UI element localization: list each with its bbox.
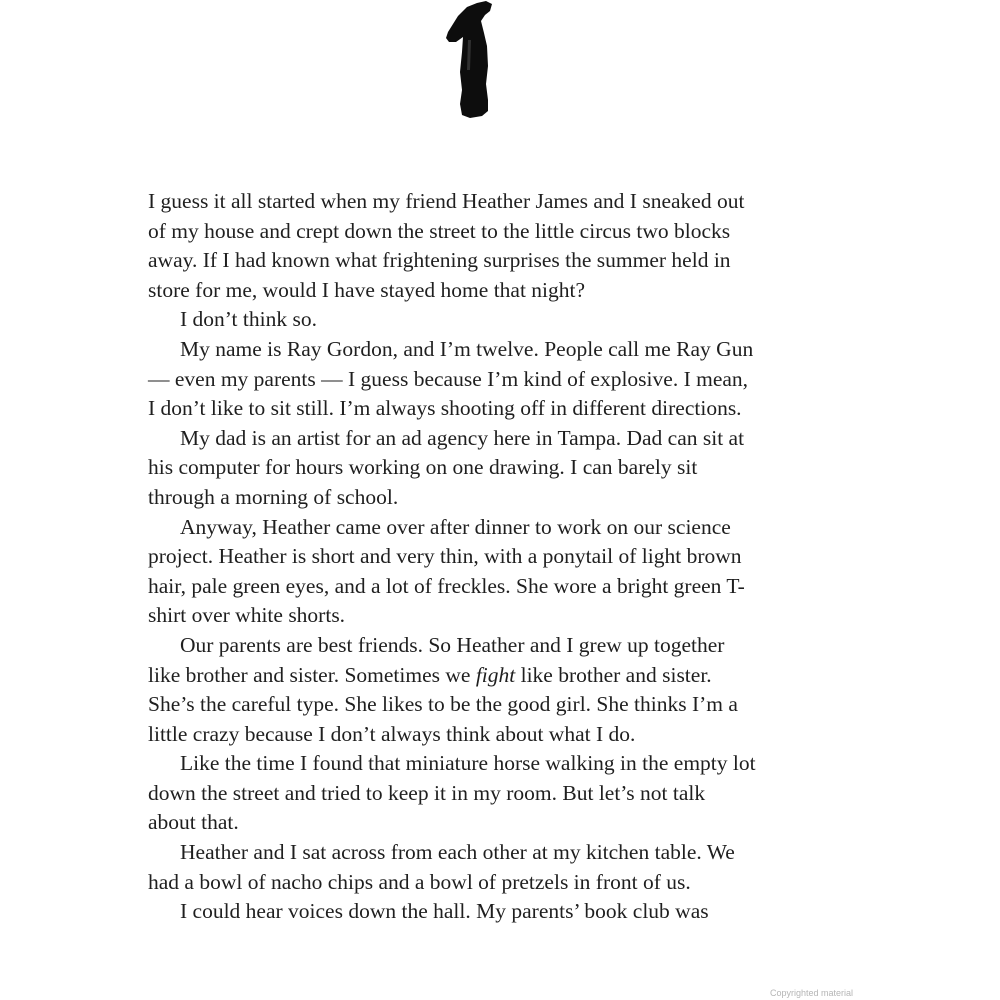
text-segment: like brother and sister. Sometimes we (148, 662, 476, 687)
text-line: hair, pale green eyes, and a lot of freckles. She wore a bright green T- (148, 573, 745, 598)
text-line: of my house and crept down the street to the little circus two blocks (148, 218, 731, 243)
text-line: I don’t think so. (180, 307, 317, 332)
text-line: — even my parents — I guess because I’m kind of explosive. I mean, (148, 366, 749, 391)
text-line: Anyway, Heather came over after dinner to work on our science (180, 514, 731, 539)
text-line: shirt over white shorts. (148, 603, 346, 628)
chapter-number-graphic (444, 0, 496, 118)
text-line: his computer for hours working on one drawing. I can barely sit (148, 455, 698, 480)
text-line: project. Heather is short and very thin, with a ponytail of light brown (148, 544, 742, 569)
text-line: Like the time I found that miniature horse walking in the empty lot (180, 751, 756, 776)
text-line: through a morning of school. (148, 484, 399, 509)
text-line: store for me, would I have stayed home that night? (148, 277, 586, 302)
emphasized-word: fight (475, 662, 516, 687)
chapter-body-text (148, 187, 808, 927)
text-line: My dad is an artist for an ad agency here in Tampa. Dad can sit at (180, 425, 745, 450)
text-line: I don’t like to sit still. I’m always shooting off in different directions. (148, 396, 742, 421)
text-line: She’s the careful type. She likes to be the good girl. She thinks I’m a (148, 692, 738, 717)
text-line: Our parents are best friends. So Heather and I grew up together (180, 632, 725, 657)
text-line: I could hear voices down the hall. My parents’ book club was (180, 899, 709, 924)
text-line: I guess it all started when my friend Heather James and I sneaked out (148, 189, 745, 213)
text-segment: like brother and sister. (515, 662, 712, 687)
text-line: little crazy because I don’t always think about what I do. (148, 721, 636, 746)
text-line: about that. (148, 810, 239, 835)
text-line: had a bowl of nacho chips and a bowl of pretzels in front of us. (148, 869, 691, 894)
text-line (148, 661, 808, 691)
text-line: Heather and I sat across from each other at my kitchen table. We (180, 840, 735, 865)
text-line: away. If I had known what frightening surprises the summer held in (148, 248, 731, 273)
chapter-number-one-icon (444, 0, 496, 118)
text-line: My name is Ray Gordon, and I’m twelve. People call me Ray Gun (180, 336, 754, 361)
text-line: down the street and tried to keep it in my room. But let’s not talk (148, 780, 706, 805)
copyright-notice: Copyrighted material (770, 988, 854, 998)
